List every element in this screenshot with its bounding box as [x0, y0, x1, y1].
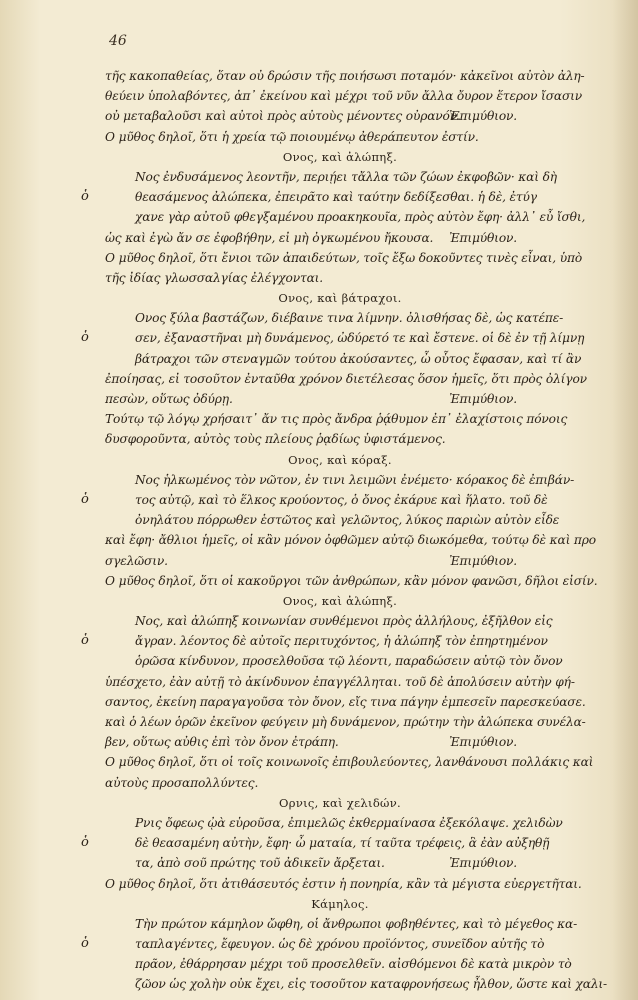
line-text: τῆς ἰδίας γλωσσαλγίας ἐλέγχονται.	[105, 270, 323, 285]
line-text: Νος ἡλκωμένος τὸν νῶτον, ἐν τινι λειμῶνι ἐνέμετο· κόρακος δὲ ἐπιβάν-	[135, 472, 575, 487]
moral-label: Ἐπιμύθιον.	[449, 553, 517, 568]
fable-title	[105, 591, 575, 611]
text-line	[105, 268, 575, 288]
text-line	[81, 631, 575, 651]
line-text: ὀνηλάτου πόρρωθεν ἑστῶτος καὶ γελῶντος, λύκος παριὼν αὐτὸν εἶδε	[135, 513, 560, 528]
text-line	[105, 813, 575, 833]
text-line	[105, 914, 578, 934]
text-line	[81, 934, 575, 954]
text-line	[105, 692, 586, 712]
line-text: Ο μῦθος δηλοῖ, ὅτι οἱ κακοῦργοι τῶν ἀνθρώπων, κἂν μόνον φανῶσι, δῆλοι εἰσίν.	[105, 573, 598, 588]
text-line	[105, 228, 575, 248]
moral-label: Ἐπιμύθιον.	[449, 230, 517, 245]
text-line	[81, 833, 575, 853]
line-text: Τούτῳ τῷ λόγῳ χρήσαιτ᾽ ἄν τις πρὸς ἄνδρα ῥᾴθυμον ἐπ᾽ ἐλαχίστοις πόνοις	[105, 412, 568, 427]
text-line	[105, 349, 582, 369]
text-line	[81, 187, 575, 207]
line-text: Ονος ξύλα βαστάζων, διέβαινε τινα λίμνην. ὀλισθήσας δὲ, ὡς κατέπε-	[135, 311, 564, 326]
line-text: σεν, ἐξαναστῆναι μὴ δυνάμενος, ὠδύρετό τε καὶ ἔστενε. οἱ δὲ ἐν τῇ λίμνῃ	[135, 331, 585, 346]
moral-label: Ἐπιμύθιον.	[449, 856, 517, 871]
line-text: Ο μῦθος δηλοῖ, ὅτι ἀτιθάσευτός ἐστιν ἡ πονηρία, κἂν τὰ μέγιστα εὐεργετῆται.	[105, 876, 582, 891]
text-line	[105, 106, 575, 126]
line-text: σγελῶσιν.	[105, 553, 168, 568]
line-text: ὑπέσχετο, ἐὰν αὐτῇ τὸ ἀκίνδυνον ἐπαγγέλληται. τοῦ δὲ ἀπολύσειν αὐτὴν φή-	[105, 674, 575, 689]
page-number: 46	[109, 33, 127, 49]
line-text: ὡς καὶ ἐγὼ ἄν σε ἐφοβήθην, εἰ μὴ ὀγκωμένου ἤκουσα.	[105, 230, 434, 245]
text-line	[105, 308, 575, 328]
moral-label: Ἐπιμύθιον.	[449, 735, 517, 750]
text-line	[105, 207, 586, 227]
text-line	[105, 369, 587, 389]
text-line	[105, 86, 582, 106]
fable-title	[105, 147, 575, 167]
text-line	[105, 66, 585, 86]
text-line	[105, 510, 575, 530]
line-text: δὲ θεασαμένη αὐτὴν, ἔφη· ὦ ματαία, τί ταῦτα τρέφεις, ἃ ἐὰν αὐξηθῇ	[135, 836, 550, 851]
line-text: οὐ μεταβαλοῦσι καὶ αὐτοὶ πρὸς αὐτοὺς μένοντες οὐρανόν.	[105, 109, 461, 124]
fable-title	[105, 450, 575, 470]
line-text: Κάμηλος.	[311, 896, 369, 911]
text-line	[105, 551, 575, 571]
text-line	[105, 409, 575, 429]
fable-title	[105, 288, 575, 308]
text-line	[81, 328, 585, 348]
line-text: ἐποίησας, εἰ τοσοῦτον ἐνταῦθα χρόνον διετέλεσας ὅσον ἡμεῖς, ὅτι πρὸς ὀλίγον	[105, 371, 587, 386]
line-text: πεσὼν, οὕτως ὀδύρῃ.	[105, 392, 233, 406]
line-text: Ρνις ὄφεως ᾠὰ εὑροῦσα, ἐπιμελῶς ἐκθερμαίνασα ἐξεκόλαψε. χελιδὼν	[135, 815, 563, 830]
margin-mark: ὁ	[81, 633, 89, 649]
line-text: βεν, οὕτως αὐθις ἐπὶ τὸν ὄνον ἐτράπη.	[105, 735, 339, 750]
line-text: αὐτοὺς προσαπολλύντες.	[105, 775, 259, 790]
line-text: Ο μῦθος δηλοῖ, ὅτι οἱ τοῖς κοινωνοῖς ἐπιβουλεύοντες, λανθάνουσι πολλάκις καὶ	[105, 755, 594, 770]
text-line	[105, 974, 607, 994]
line-text: χανε γὰρ αὐτοῦ φθεγξαμένου προακηκουῖα, πρὸς αὐτὸν ἔφη· ἀλλ᾽ εὖ ἴσθι,	[135, 210, 586, 225]
text-line	[105, 874, 582, 894]
text-line	[105, 571, 598, 591]
text-line	[105, 954, 575, 974]
line-text: δυσφοροῦντα, αὐτὸς τοὺς πλείους ῥᾳδίως ὑφιστάμενος.	[105, 432, 446, 447]
line-text: ταπλαγέντες, ἔφευγον. ὡς δὲ χρόνου προϊόντος, συνεῖδον αὐτῆς τὸ	[135, 937, 545, 952]
moral-label: Ἐπιμύθιον.	[449, 392, 517, 406]
line-text: Ο μῦθος δηλοῖ, ὅτι ἡ χρεία τῷ ποιουμένῳ ἀθεράπευτον ἐστίν.	[105, 129, 479, 144]
margin-mark: ὁ	[81, 330, 89, 346]
margin-mark: ὁ	[81, 936, 89, 952]
text-line	[105, 752, 594, 772]
line-text: Ο μῦθος δηλοῖ, ὅτι ἔνιοι τῶν ἀπαιδεύτων, τοῖς ἔξω δοκοῦντες τινὲς εἶναι, ὑπὸ	[105, 250, 583, 265]
text-line	[105, 127, 575, 147]
line-text: πρᾶον, ἐθάρρησαν μέχρι τοῦ προσελθεῖν. αἰσθόμενοι δὲ κατὰ μικρὸν τὸ	[135, 957, 572, 972]
line-text: τῆς κακοπαθείας, ὅταν οὐ δρώσιν τῆς ποιήσωσι ποταμόν· κἀκεῖνοι αὐτὸν ἀλη-	[105, 69, 585, 83]
text-line	[105, 672, 575, 692]
margin-mark: ὁ	[81, 491, 89, 507]
line-text: Ονος, καὶ κόραξ.	[288, 452, 392, 467]
greek-fables-text	[81, 66, 607, 995]
line-text: θεύειν ὑπολαβόντες, ἀπ᾽ ἐκείνου καὶ μέχρι τοῦ νῦν ἄλλα ὄυρον ἕτερον ἴσασιν	[105, 89, 582, 104]
line-text: Ονος, καὶ ἀλώπηξ.	[282, 149, 398, 164]
margin-mark: ὁ	[81, 835, 89, 851]
margin-mark: ὁ	[81, 189, 89, 205]
text-line	[105, 530, 596, 550]
line-text: Ορνις, καὶ χελιδών.	[279, 795, 401, 810]
text-line	[105, 167, 575, 187]
text-line	[81, 490, 575, 510]
line-text: Ονος, καὶ βάτραχοι.	[278, 291, 402, 306]
line-text: Νος ἐνδυσάμενος λεοντῆν, περιῄει τἄλλα τῶν ζώων ἐκφοβῶν· καὶ δὴ	[135, 169, 557, 184]
line-text: σαντος, ἐκείνη παραγαγοῦσα τὸν ὄνον, εἴς τινα πάγην ἐμπεσεῖν παρεσκεύασε.	[105, 694, 586, 709]
line-text: Ονος, καὶ ἀλώπηξ.	[282, 593, 398, 608]
line-text: ἄγραν. λέοντος δὲ αὐτοῖς περιτυχόντος, ἡ ἀλώπηξ τὸν ἐπηρτημένον	[135, 634, 548, 649]
line-text: Τὴν πρώτον κάμηλον ὤφθη, οἱ ἄνθρωποι φοβηθέντες, καὶ τὸ μέγεθος κα-	[135, 916, 578, 931]
line-text: τος αὐτῷ, καὶ τὸ ἕλκος κρούοντος, ὁ ὄνος ἐκάρυε καὶ ἥλατο. τοῦ δὲ	[135, 492, 548, 507]
line-text: τα, ἀπὸ σοῦ πρώτης τοῦ ἀδικεῖν ἄρξεται.	[135, 856, 385, 871]
text-line	[105, 389, 575, 409]
fable-title	[105, 793, 575, 813]
fable-title	[105, 894, 575, 914]
line-text: βάτραχοι τῶν στεναγμῶν τούτου ἀκούσαντες, ὦ οὗτος ἔφασαν, καὶ τί ἂν	[135, 351, 582, 366]
text-line	[105, 429, 575, 449]
line-text: καὶ ὁ λέων ὁρῶν ἐκεῖνον φεύγειν μὴ δυνάμενον, πρώτην τὴν ἀλώπεκα συνέλα-	[105, 715, 586, 729]
page-edge-shadow	[612, 0, 638, 1000]
text-line	[105, 248, 583, 268]
moral-label: Ἐπιμύθιον.	[449, 109, 517, 124]
line-text: καὶ ἔφη· ἄθλιοι ἡμεῖς, οἱ κἂν μόνον ὀφθῶμεν αὐτῷ διωκόμεθα, τούτῳ δὲ καὶ προ	[105, 533, 596, 548]
text-line	[105, 712, 586, 732]
line-text: ζῶον ὡς χολὴν οὐκ ἔχει, εἰς τοσοῦτον καταφρονήσεως ἦλθον, ὥστε καὶ χαλι-	[135, 977, 607, 992]
text-line	[105, 611, 575, 631]
line-text: ὁρῶσα κίνδυνον, προσελθοῦσα τῷ λέοντι, παραδώσειν αὐτῷ τὸν ὄνον	[135, 654, 563, 669]
text-line	[105, 651, 575, 671]
text-line	[105, 773, 575, 793]
text-line	[105, 732, 575, 752]
text-line	[105, 470, 575, 490]
line-text: θεασάμενος ἀλώπεκα, ἐπειρᾶτο καὶ ταύτην δεδίξεσθαι. ἡ δὲ, ἐτύγ	[135, 190, 537, 205]
text-line	[105, 853, 575, 873]
line-text: Νος, καὶ ἀλώπηξ κοινωνίαν συνθέμενοι πρὸς ἀλλήλους, ἐξῆλθον εἰς	[135, 614, 553, 629]
